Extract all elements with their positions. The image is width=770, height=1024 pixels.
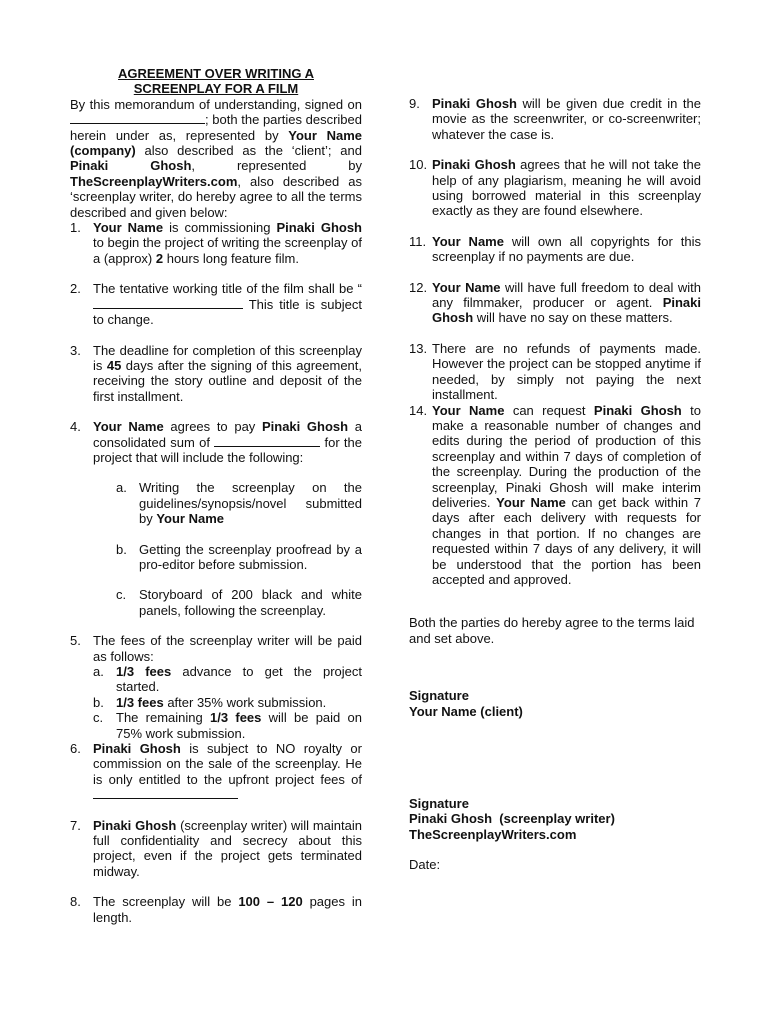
clause-9: 9. Pinaki Ghosh will be given due credit in the movie as the screenwriter, or co-screenwriter; whatever the case is.	[409, 96, 701, 142]
left-column	[70, 66, 362, 925]
clause-7: 7. Pinaki Ghosh (screenplay writer) will maintain full confidentiality and secrecy about this project, even if the project gets terminated midway.	[70, 817, 362, 879]
clause-2: 2. The tentative working title of the film shall be “ This title is subject to change.	[70, 281, 362, 328]
clause-13: 13. There are no refunds of payments made. However the project can be stopped anytime if needed, by simply not paying the next installment.	[409, 340, 701, 403]
clause-14: 14. Your Name can request Pinaki Ghosh to make a reasonable number of changes and edits during the period of production of this screenplay and within 7 days of completion of the screenplay. During the production of the screenplay, Pinaki Ghosh will make interim deliveries. Your Name can get back within 7 days after each delivery with requests for changes in that portion. If no changes are requested within 7 days of any delivery, it will be understood that the portion has been accepted and approved.	[409, 402, 702, 587]
date-label: Date:	[409, 857, 441, 873]
closing-statement: Both the parties do hereby agree to the terms laid and set above.	[409, 615, 695, 646]
client-signature-block: Signature Your Name (client)	[409, 688, 523, 719]
clause-12: 12. Your Name will have full freedom to deal with any filmmaker, producer or agent. Pinaki Ghosh will have no say on these matters.	[409, 279, 702, 326]
clause-4c: c. Storyboard of 200 black and white panels, following the screenplay.	[116, 587, 362, 618]
film-title-blank[interactable]	[93, 297, 243, 309]
clause-5b: b. 1/3 fees after 35% work submission.	[93, 694, 327, 710]
clause-5a: a. 1/3 fees advance to get the project started.	[93, 664, 362, 695]
clause-4: 4. Your Name agrees to pay Pinaki Ghosh a consolidated sum of for the project that will include the following:	[70, 419, 363, 465]
signing-date-blank[interactable]	[70, 112, 205, 124]
clause-3: 3. The deadline for completion of this screenplay is 45 days after the signing of this agreement, receiving the story outline and deposit of the first installment.	[70, 342, 363, 404]
clause-6: 6. Pinaki Ghosh is subject to NO royalty or commission on the sale of the screenplay. He is only entitled to the upfront project fees of	[70, 741, 362, 803]
clause-5c: c. The remaining 1/3 fees will be paid on 75% work submission.	[93, 710, 363, 741]
writer-signature-block: Signature Pinaki Ghosh (screenplay writer) TheScreenplayWriters.com	[409, 796, 615, 842]
clause-11: 11. Your Name will own all copyrights for this screenplay if no payments are due.	[409, 233, 701, 265]
clause-8: 8. The screenplay will be 100 – 120 pages in length.	[70, 894, 362, 925]
clause-10: 10. Pinaki Ghosh agrees that he will not take the help of any plagiarism, meaning he will avoid using borrowed material in this screenplay exactly as they are found elsewhere.	[409, 157, 701, 219]
upfront-fees-blank[interactable]	[93, 787, 238, 799]
right-column	[409, 66, 701, 873]
clause-4b: b. Getting the screenplay proofread by a pro-editor before submission.	[116, 541, 362, 572]
clause-4a: a. Writing the screenplay on the guidelines/synopsis/novel submitted by Your Name	[116, 480, 362, 527]
consolidated-sum-blank[interactable]	[214, 435, 320, 447]
document-title: AGREEMENT OVER WRITING A SCREENPLAY FOR A FILM	[118, 66, 314, 97]
clause-1: 1. Your Name is commissioning Pinaki Ghosh to begin the project of writing the screenplay of a (approx) 2 hours long feature film.	[70, 220, 362, 266]
clause-5: 5. The fees of the screenplay writer will be paid as follows:	[70, 633, 362, 664]
intro-paragraph: By this memorandum of understanding, signed on ; both the parties described herein under as, represented by Your Name (company) also described as the ‘client’; and Pinaki Ghosh, represented by TheScreenplayWriters.com, also described as ‘screenplay writer, do hereby agree to all the terms described and given below:	[70, 96, 362, 220]
